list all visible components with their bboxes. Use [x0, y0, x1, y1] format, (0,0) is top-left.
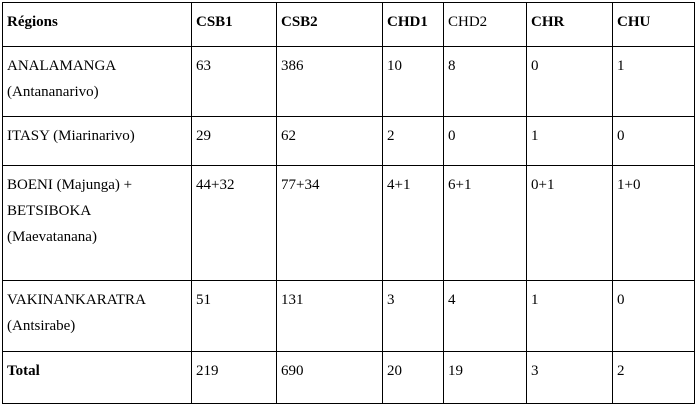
header-label: CSB2 [281, 14, 318, 30]
value-cell: 0 [613, 117, 695, 166]
value-cell: 8 [444, 47, 527, 117]
total-value-cell: 19 [444, 352, 527, 404]
header-label: CHR [531, 14, 565, 30]
header-label: Régions [7, 14, 58, 30]
region-line: (Antananarivo) [7, 84, 99, 100]
total-row [3, 352, 695, 404]
total-label-cell: Total [3, 352, 192, 404]
region-line: ITASY (Miarinarivo) [7, 128, 135, 144]
regions-facilities-table [2, 2, 695, 404]
total-value-cell: 219 [192, 352, 277, 404]
header-cell-chu [613, 3, 695, 47]
table-row [3, 47, 695, 117]
value-cell: 4 [444, 281, 527, 352]
value-cell: 1 [613, 47, 695, 117]
value-cell: 1 [527, 117, 613, 166]
total-value-cell: 3 [527, 352, 613, 404]
header-label: CHD1 [387, 14, 428, 30]
value-cell: 131 [277, 281, 383, 352]
region-line: (Antsirabe) [7, 318, 76, 334]
total-value-cell: 690 [277, 352, 383, 404]
region-line: ANALAMANGA [7, 58, 117, 74]
table-row [3, 281, 695, 352]
value-cell: 1+0 [613, 166, 695, 281]
value-cell: 63 [192, 47, 277, 117]
value-cell: 44+32 [192, 166, 277, 281]
header-cell-chd2 [444, 3, 527, 47]
header-label: CHD2 [448, 14, 488, 30]
value-cell: 0 [527, 47, 613, 117]
value-cell: 0 [444, 117, 527, 166]
total-value-cell: 20 [383, 352, 444, 404]
value-cell: 51 [192, 281, 277, 352]
region-line: BETSIBOKA [7, 203, 92, 219]
header-label: CHU [617, 14, 651, 30]
value-cell: 1 [527, 281, 613, 352]
header-row [3, 3, 695, 47]
header-cell-csb1 [192, 3, 277, 47]
total-value-cell: 2 [613, 352, 695, 404]
header-cell-chd1 [383, 3, 444, 47]
value-cell: 77+34 [277, 166, 383, 281]
value-cell: 29 [192, 117, 277, 166]
value-cell: 6+1 [444, 166, 527, 281]
header-cell-csb2 [277, 3, 383, 47]
region-cell [3, 47, 192, 117]
table-row [3, 166, 695, 281]
region-cell [3, 117, 192, 166]
value-cell: 0+1 [527, 166, 613, 281]
region-line: VAKINANKARATRA [7, 292, 146, 308]
header-cell-chr [527, 3, 613, 47]
header-cell-regions [3, 3, 192, 47]
value-cell: 386 [277, 47, 383, 117]
value-cell: 62 [277, 117, 383, 166]
region-cell [3, 281, 192, 352]
region-line: (Maevatanana) [7, 229, 97, 245]
value-cell: 2 [383, 117, 444, 166]
table-row [3, 117, 695, 166]
header-label: CSB1 [196, 14, 233, 30]
value-cell: 0 [613, 281, 695, 352]
value-cell: 10 [383, 47, 444, 117]
value-cell: 4+1 [383, 166, 444, 281]
region-line: BOENI (Majunga) + [7, 177, 133, 193]
value-cell: 3 [383, 281, 444, 352]
region-cell [3, 166, 192, 281]
